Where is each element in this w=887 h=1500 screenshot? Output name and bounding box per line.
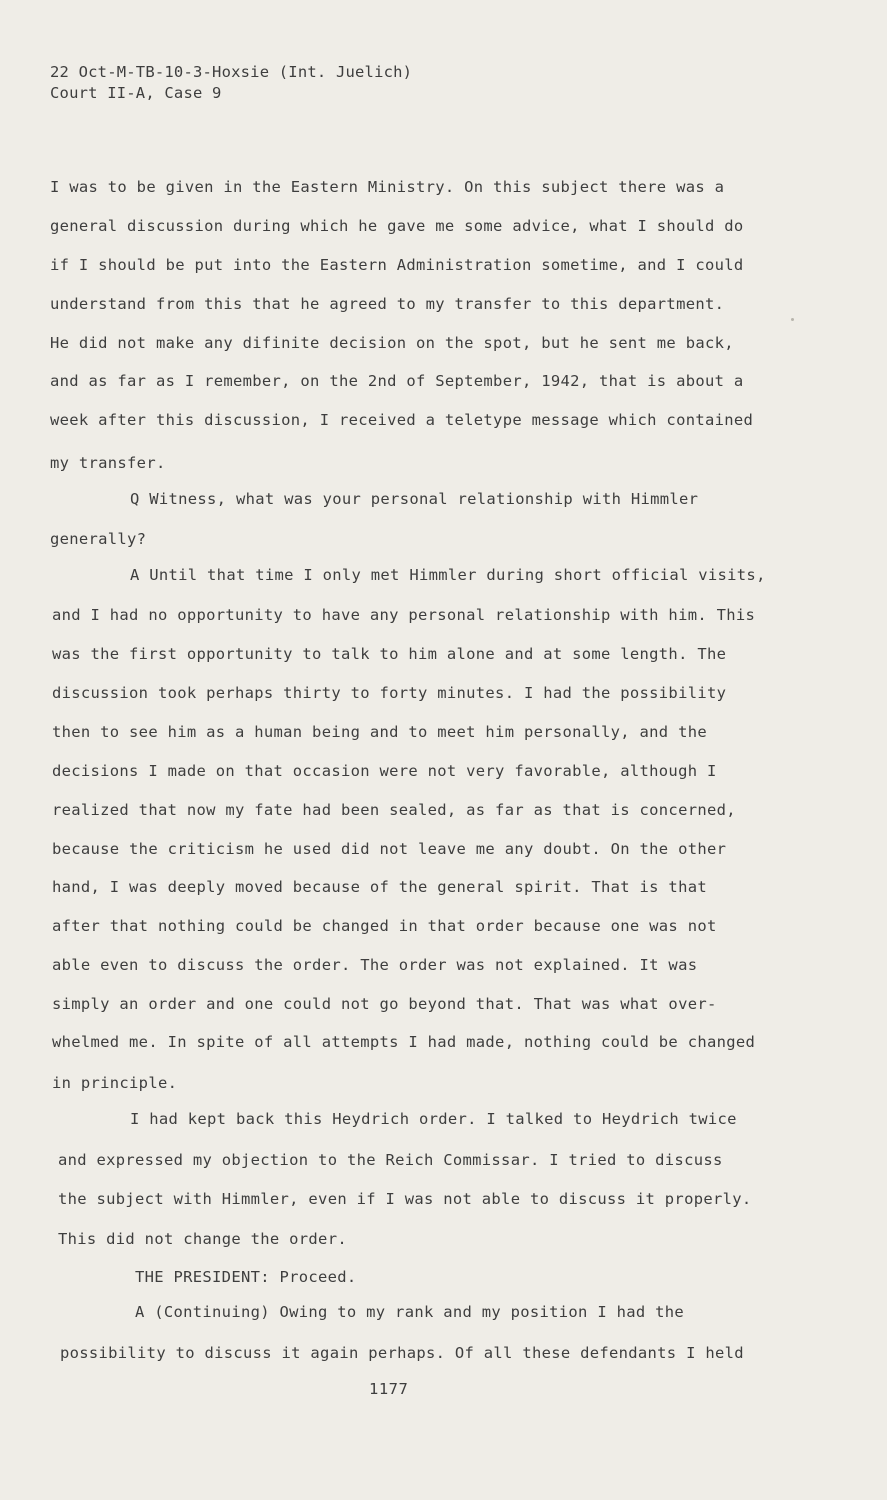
header-session-line: 22 Oct-M-TB-10-3-Hoxsie (Int. Juelich) [50, 63, 413, 81]
text-line: general discussion during which he gave me some advice, what I should do [50, 217, 744, 235]
text-line: after that nothing could be changed in that order because one was not [52, 917, 717, 935]
text-line: discussion took perhaps thirty to forty minutes. I had the possibility [52, 684, 727, 702]
header-court-line: Court II-A, Case 9 [50, 84, 222, 102]
text-line: and expressed my objection to the Reich Commissar. I tried to discuss [58, 1151, 723, 1169]
text-line: decisions I made on that occasion were not very favorable, although I [52, 762, 717, 780]
text-line: hand, I was deeply moved because of the general spirit. That is that [52, 878, 707, 896]
text-line: because the criticism he used did not leave me any doubt. On the other [52, 840, 727, 858]
text-line: and as far as I remember, on the 2nd of September, 1942, that is about a [50, 372, 744, 390]
answer-line: A (Continuing) Owing to my rank and my position I had the [135, 1303, 685, 1321]
text-line: He did not make any difinite decision on the spot, but he sent me back, [50, 334, 734, 352]
text-line: This did not change the order. [58, 1230, 347, 1248]
text-line: in principle. [52, 1074, 178, 1092]
text-line: my transfer. [50, 454, 166, 472]
text-line: and I had no opportunity to have any personal relationship with him. This [52, 606, 756, 624]
answer-line: A Until that time I only met Himmler during short official visits, [130, 566, 766, 584]
text-line: I was to be given in the Eastern Ministry. On this subject there was a [50, 178, 725, 196]
president-line: THE PRESIDENT: Proceed. [135, 1268, 357, 1286]
paragraph-start-line: I had kept back this Heydrich order. I talked to Heydrich twice [130, 1110, 737, 1128]
text-line: was the first opportunity to talk to him alone and at some length. The [52, 645, 727, 663]
document-header [50, 62, 412, 104]
question-line: Q Witness, what was your personal relationship with Himmler [130, 490, 699, 508]
text-line: week after this discussion, I received a teletype message which contained [50, 411, 754, 429]
text-line: possibility to discuss it again perhaps. Of all these defendants I held [60, 1344, 744, 1362]
text-line: simply an order and one could not go beyond that. That was what over- [52, 995, 717, 1013]
text-line: if I should be put into the Eastern Administration sometime, and I could [50, 256, 744, 274]
text-line: generally? [50, 530, 147, 548]
text-line: whelmed me. In spite of all attempts I had made, nothing could be changed [52, 1033, 756, 1051]
page-number: 1177 [369, 1380, 409, 1398]
paper-speck [791, 318, 794, 321]
text-line: able even to discuss the order. The order was not explained. It was [52, 956, 698, 974]
text-line: the subject with Himmler, even if I was not able to discuss it properly. [58, 1190, 752, 1208]
text-line: understand from this that he agreed to my transfer to this department. [50, 295, 725, 313]
text-line: then to see him as a human being and to meet him personally, and the [52, 723, 707, 741]
text-line: realized that now my fate had been sealed, as far as that is concerned, [52, 801, 736, 819]
